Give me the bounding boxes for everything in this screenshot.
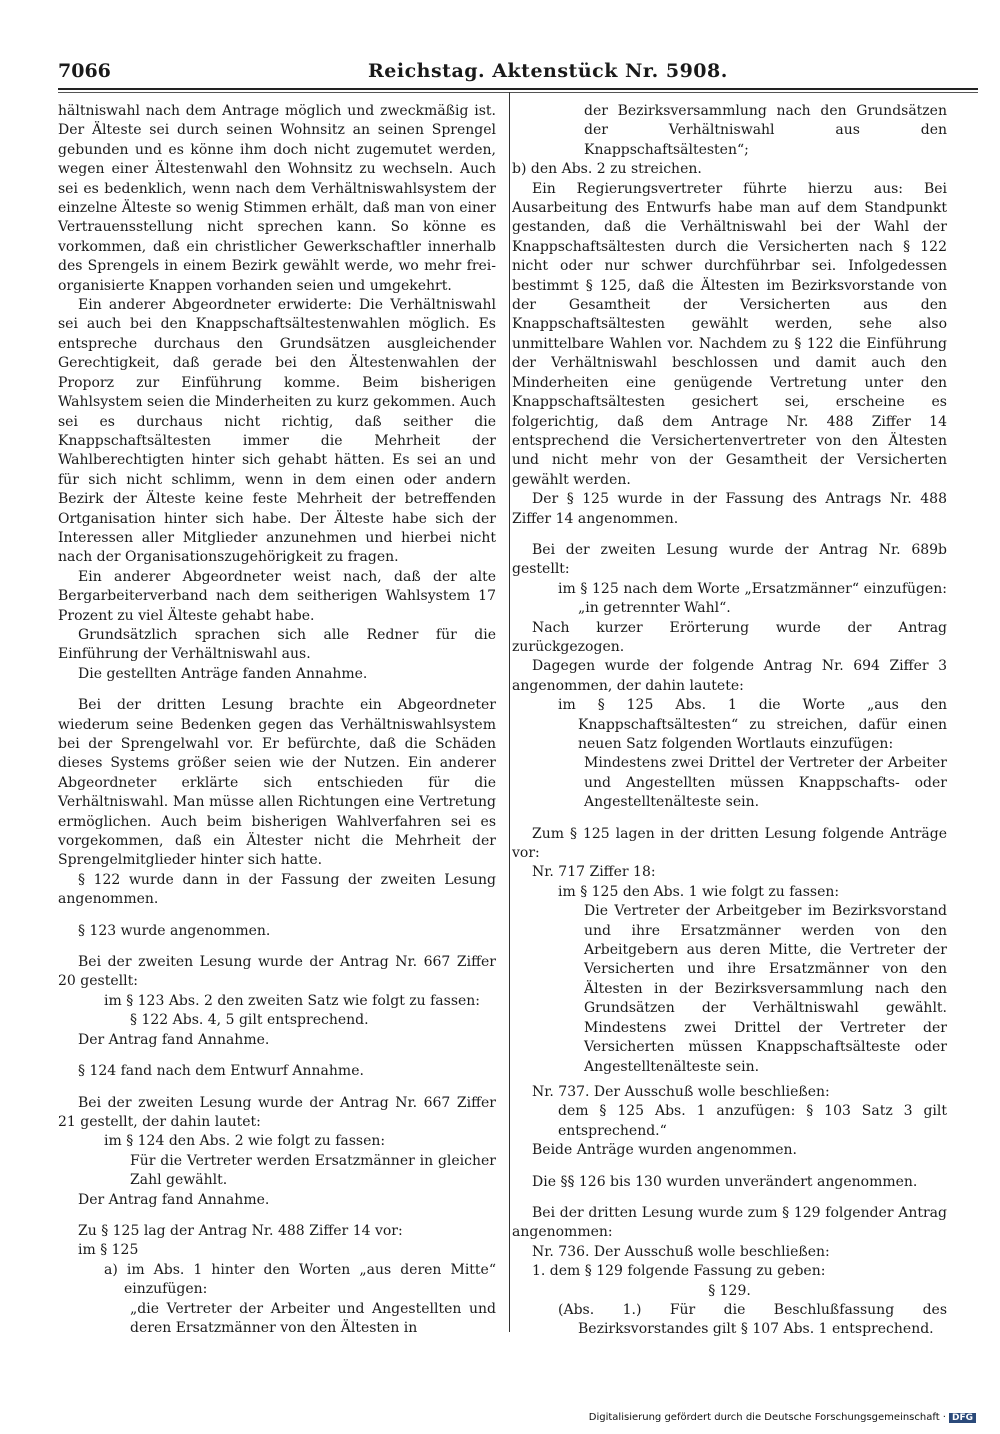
quoted-motion: im § 125 nach dem Worte „Ersatzmänner“ einzufügen: „in getrennter Wahl“.	[558, 580, 947, 617]
quoted-text: (Abs. 1.) Für die Beschlußfassung des Bezirksvorstandes gilt § 107 Abs. 1 entsprechend.	[558, 1301, 947, 1338]
quoted-text: Die Vertreter der Arbeitgeber im Bezirksvorstand und ihre Ersatzmänner werden von den Arbeitgebern aus deren Mitte, die Vertreter der Versicherten und ihre Ersatzmänner von den Ältesten in der Bezirksversammlung nach den Grundsätzen der Verhältniswahl gewählt. Mindestens zwei Drittel der Vertreter der Versicherten müssen Knappschaftsälteste oder Angestelltenälteste sein.	[584, 903, 947, 1075]
paragraph: Beide Anträge wurden angenommen.	[532, 1142, 798, 1159]
quoted-motion: im § 125 den Abs. 1 wie folgt zu fassen:	[558, 883, 840, 900]
paragraph: Der Antrag fand Annahme.	[78, 1031, 270, 1048]
paragraph: hältniswahl nach dem Antrage möglich und zweckmäßig ist. Der Älteste sei durch seinen Wohnsitz an seinen Sprengel gebunden und es könne ihm doch nicht zugemutet werden, wegen einer Ältestenwahl den Wohnsitz zu wechseln. Auch sei es bedenklich, wenn nach dem Verhältniswahlsystem der einzelne Älteste so wenig Stimmen erhält, daß man von einer Vertrauensstellung nicht sprechen kann. So könne es vorkommen, daß ein christlicher Gewerkschaftler innerhalb des Sprengels in einem Bezirk gewählt werde, wo mehr frei-organisierte Knappen vorhanden seien und umgekehrt.	[58, 103, 496, 294]
paragraph: Bei der zweiten Lesung wurde der Antrag Nr. 667 Ziffer 20 gestellt:	[58, 954, 496, 990]
paragraph: Bei der dritten Lesung brachte ein Abgeordneter wiederum seine Bedenken gegen das Verhältniswahlsystem bei der Sprengelwahl vor. Er befürchte, daß die Schäden dieses Systems größer seien wie der Nutzen. Ein anderer Abgeordneter erklärte sich entschieden für die Verhältniswahl. Man müsse allen Richtungen eine Vertretung ermöglichen. Auch beim bisherigen Wahlverfahren sei es vorgekommen, daß ein Ältester nicht die Mehrheit der Sprengelmitglieder hinter sich hatte.	[58, 697, 496, 869]
paragraph: Bei der dritten Lesung wurde zum § 129 folgender Antrag angenommen:	[512, 1204, 947, 1241]
quoted-text: § 122 Abs. 4, 5 gilt entsprechend.	[130, 1012, 369, 1029]
list-item: b) den Abs. 2 zu streichen.	[512, 161, 702, 178]
paragraph: Nach kurzer Erörterung wurde der Antrag zurückgezogen.	[512, 619, 947, 655]
page-number: 7066	[58, 60, 111, 82]
paragraph: Nr. 737. Der Ausschuß wolle beschließen:	[532, 1083, 830, 1100]
paragraph: Die gestellten Anträge fanden Annahme.	[78, 665, 368, 682]
paragraph: Der § 125 wurde in der Fassung des Antrags Nr. 488 Ziffer 14 angenommen.	[512, 491, 947, 527]
section-heading: § 124 fand nach dem Entwurf Annahme.	[78, 1063, 364, 1080]
paragraph: Zu § 125 lag der Antrag Nr. 488 Ziffer 14 vor:	[78, 1222, 403, 1239]
paragraph: Ein Regierungsvertreter führte hierzu aus: Bei Ausarbeitung des Entwurfs habe man auf dem Standpunkt gestanden, daß die Verhältniswahl bei der Wahl der Knappschaftsältesten durch die Versicherten nach § 122 nicht oder nur schwer durchführbar sei. Infolgedessen bestimmt § 125, daß die Ältesten im Bezirksvorstande von der Gesamtheit der Versicherten aus den Knappschaftsältesten gewählt werden, sehe also unmittelbare Wahlen vor. Nachdem zu § 122 die Einführung der Verhältniswahl beschlossen und damit auch den Minderheiten eine genügende Vertretung unter den Knappschaftsältesten gesichert sei, erscheine es folgerichtig, daß dem Antrage Nr. 488 Ziffer 14 entsprechend die Versichertenvertreter von den Ältesten und nicht mehr von der Gesamtheit der Versicherten gewählt werden.	[512, 180, 947, 488]
paragraph: Grundsätzlich sprachen sich alle Redner für die Einführung der Verhältniswahl aus.	[58, 626, 496, 663]
paragraph: Dagegen wurde der folgende Antrag Nr. 694 Ziffer 3 angenommen, der dahin lautete:	[512, 658, 947, 694]
paragraph: Ein anderer Abgeordneter weist nach, daß der alte Bergarbeiterverband nach dem seitherigen Wahlsystem 17 Prozent zu viel Älteste gehabt habe.	[58, 568, 496, 624]
right-column	[512, 102, 947, 1340]
paragraph: Nr. 736. Der Ausschuß wolle beschließen:	[532, 1243, 830, 1260]
list-item: 1. dem § 129 folgende Fassung zu geben:	[532, 1263, 826, 1280]
paragraph: Zum § 125 lagen in der dritten Lesung folgende Anträge vor:	[512, 825, 947, 862]
section-number: § 129.	[708, 1282, 751, 1299]
section-heading: Die §§ 126 bis 130 wurden unverändert angenommen.	[532, 1173, 918, 1190]
paragraph: § 122 wurde dann in der Fassung der zweiten Lesung angenommen.	[58, 871, 496, 908]
quoted-motion: im § 125 Abs. 1 die Worte „aus den Knappschaftsältesten“ zu streichen, dafür einen neuen Satz folgenden Wortlauts einzufügen:	[558, 697, 947, 752]
section-heading: § 123 wurde angenommen.	[78, 922, 271, 939]
header-rule	[58, 88, 978, 90]
quoted-text: „die Vertreter der Arbeiter und Angestellten und deren Ersatzmänner von den Ältesten in	[130, 1300, 496, 1336]
paragraph: Der Antrag fand Annahme.	[78, 1191, 270, 1208]
left-column	[58, 102, 496, 1338]
page-header	[58, 60, 978, 86]
quoted-text: Mindestens zwei Drittel der Vertreter der Arbeiter und Angestellten müssen Knappschafts- oder Angestelltenälteste sein.	[584, 755, 947, 811]
paragraph: Bei der zweiten Lesung wurde der Antrag Nr. 667 Ziffer 21 gestellt, der dahin lautet:	[58, 1094, 496, 1130]
paragraph: Ein anderer Abgeordneter erwiderte: Die Verhältniswahl sei auch bei den Knappschaftsältestenwahlen möglich. Es entspreche durchaus den Grundsätzen ausgleichender Gerechtigkeit, daß gerade bei den Ältestenwahlen der Proporz zur Einführung komme. Beim bisherigen Wahlsystem seien die Minderheiten zu kurz gekommen. Auch sei es durchaus nicht richtig, daß seither die Knappschaftsältesten immer die Mehrheit der Wahlberechtigten hinter sich gehabt hätten. Es sei an und für sich nicht schlimm, wenn in dem einen oder andern Bezirk der Älteste keine feste Mehrheit der betreffenden Ortganisation hinter sich habe. Der Älteste habe sich der Interessen aller Mitglieder anzunehmen und hierbei nicht nach der Organisationszugehörigkeit zu fragen.	[58, 297, 496, 566]
quoted-motion: im § 123 Abs. 2 den zweiten Satz wie folgt zu fassen:	[104, 992, 481, 1009]
digitization-credit	[589, 1412, 976, 1423]
running-title: Reichstag. Aktenstück Nr. 5908.	[368, 60, 728, 82]
quoted-text: Für die Vertreter werden Ersatzmänner in gleicher Zahl gewählt.	[130, 1152, 496, 1189]
dfg-logo: DFG	[949, 1413, 976, 1423]
header-rule-thin	[58, 92, 978, 93]
quoted-text: der Bezirksversammlung nach den Grundsätzen der Verhältniswahl aus den Knappschaftsältesten“;	[584, 103, 947, 158]
quoted-motion: im § 124 den Abs. 2 wie folgt zu fassen:	[104, 1133, 386, 1150]
column-divider	[509, 92, 510, 1332]
quoted-motion: dem § 125 Abs. 1 anzufügen: § 103 Satz 3 gilt entsprechend.“	[558, 1103, 947, 1139]
paragraph: Nr. 717 Ziffer 18:	[532, 864, 656, 881]
credit-text: Digitalisierung gefördert durch die Deutsche Forschungsgemeinschaft ·	[588, 1412, 946, 1423]
quoted-motion: im § 125	[78, 1242, 139, 1259]
paragraph: Bei der zweiten Lesung wurde der Antrag Nr. 689b gestellt:	[512, 541, 947, 578]
list-item: a) im Abs. 1 hinter den Worten „aus deren Mitte“ einzufügen:	[104, 1261, 496, 1298]
